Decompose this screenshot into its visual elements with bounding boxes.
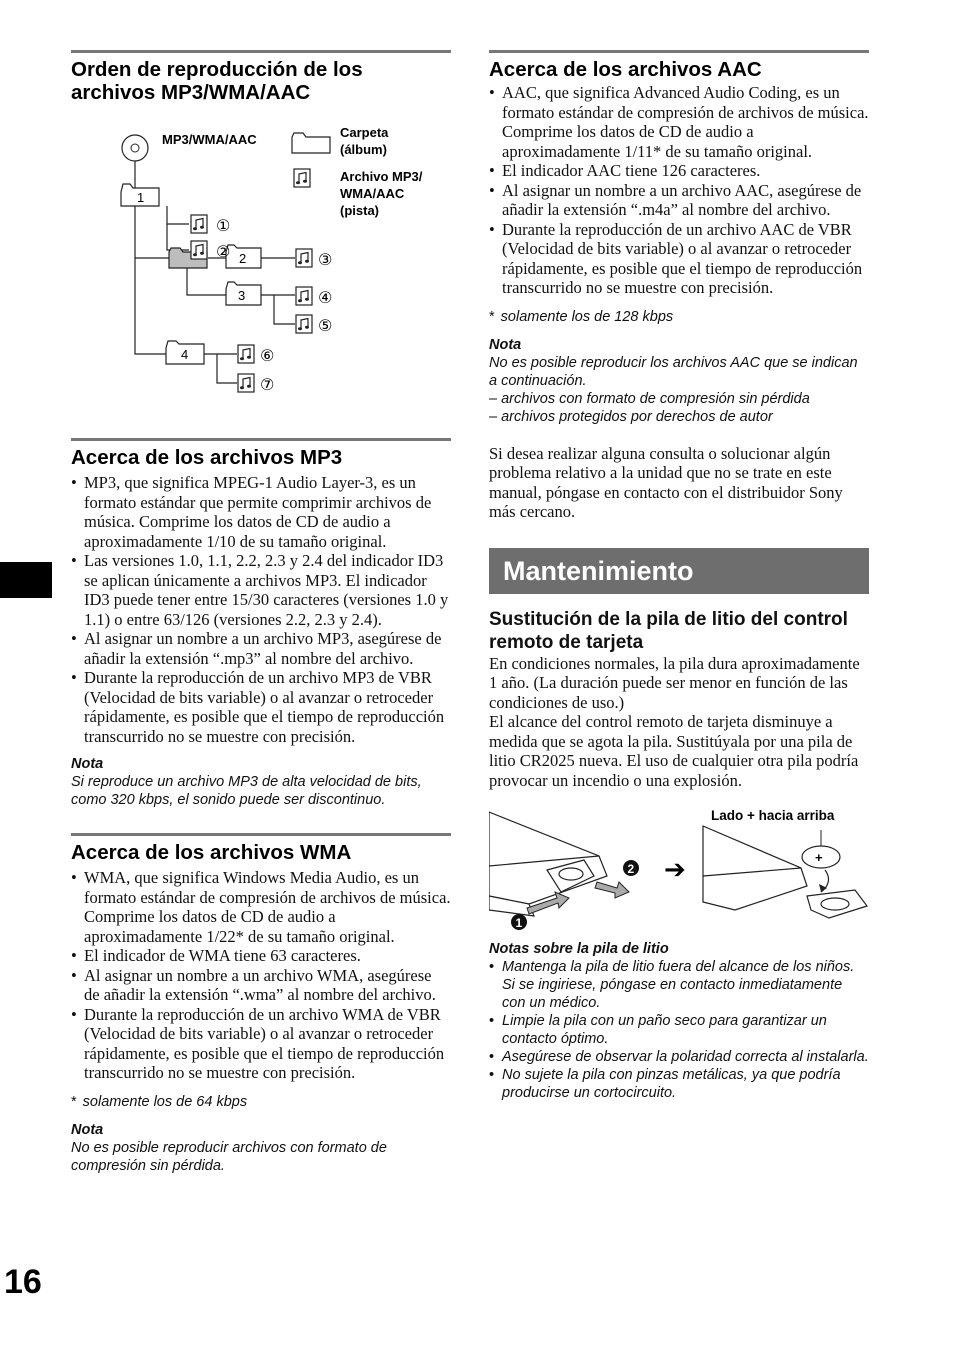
track-icon-4 [296, 287, 312, 305]
battery-tray-icon [807, 890, 867, 918]
wma-bullet: • El indicador de WMA tiene 63 caracteres. [71, 946, 451, 966]
track-icon-1 [191, 215, 207, 233]
wma-footnote-text: solamente los de 64 kbps [82, 1093, 248, 1110]
folder-3 [226, 282, 261, 305]
aac-bullet: • Durante la reproducción de un archivo AAC de VBR (Velocidad de bits variable) o al avanzar o retroceder rápidamente, es posible que el tiempo de reproducción transcurrido no se muestre con precisión. [489, 220, 869, 298]
aac-footnote-mark: * [489, 308, 495, 325]
legend-folder-label: Carpeta (álbum) [340, 125, 389, 157]
remote-left-icon [489, 812, 607, 916]
battery-note: • Mantenga la pila de litio fuera del alcance de los niños. Si se ingiriese, póngase en contacto inmediatamente con un médico. [489, 958, 869, 1012]
track-number-6: ⑥ [260, 348, 275, 365]
aac-footnote-text: solamente los de 128 kbps [500, 308, 674, 325]
aac-note-title: Nota [489, 336, 522, 353]
track-icon-5 [296, 315, 312, 333]
wma-note-text: No es posible reproducir archivos con formato de compresión sin pérdida. [71, 1139, 387, 1174]
aac-bullet: • Al asignar un nombre a un archivo AAC, asegúrese de añadir la extensión “.m4a” al nombre del archivo. [489, 181, 869, 220]
aac-bullet: • El indicador AAC tiene 126 caracteres. [489, 161, 869, 181]
mp3-note-text: Si reproduce un archivo MP3 de alta velocidad de bits, como 320 kbps, el sonido puede ser discontinuo. [71, 774, 422, 808]
battery-notes-title: Notas sobre la pila de litio [489, 941, 669, 957]
wma-bullets [71, 868, 451, 1083]
left-column [71, 50, 451, 1175]
folder-1 [121, 184, 159, 206]
mp3-bullet: • Durante la reproducción de un archivo MP3 de VBR (Velocidad de bits variable) o al avanzar o retroceder rápidamente, es posible que el tiempo de reproducción transcurrido no se muestre con precisión. [71, 668, 451, 746]
wma-note-title: Nota [71, 1121, 104, 1138]
aac-note-line: – archivos protegidos por derechos de autor [489, 408, 773, 425]
battery-note: • Limpie la pila con un paño seco para garantizar un contacto óptimo. [489, 1012, 869, 1048]
step-1-badge [511, 914, 527, 930]
battery-note: • No sujete la pila con pinzas metálicas, ya que podría producirse un cortocircuito. [489, 1066, 869, 1102]
battery-paragraph-1: En condiciones normales, la pila dura aproximadamente 1 año. (La duración puede ser menor en función de las condiciones de uso.) [489, 653, 860, 712]
aac-note-line: – archivos con formato de compresión sin pérdida [489, 390, 810, 407]
order-heading: Orden de reproducción de los archivos MP3/WMA/AAC [71, 50, 451, 104]
playback-order-diagram [71, 112, 451, 402]
track-icon-2 [191, 241, 207, 259]
wma-bullet: • Al asignar un nombre a un archivo WMA, asegúrese de añadir la extensión “.wma” al nombre del archivo. [71, 966, 451, 1005]
mp3-bullet: • MP3, que significa MPEG-1 Audio Layer-3, es un formato estándar que permite comprimir archivos de música. Comprime los datos de CD de audio a aproximadamente 1/10 de su tamaño original. [71, 473, 451, 551]
folder-4-label: 4 [181, 347, 189, 362]
folder-3-label: 3 [238, 288, 246, 303]
battery-note: • Asegúrese de observar la polaridad correcta al instalarla. [489, 1048, 869, 1066]
step-1-number: 1 [515, 916, 523, 930]
side-tab-marker [0, 562, 52, 598]
wma-bullet: • WMA, que significa Windows Media Audio, es un formato estándar de compresión de archivos de música. Comprime los datos de CD de audio a aproximadamente 1/22* de su tamaño original. [71, 868, 451, 946]
disc-icon [122, 135, 148, 161]
mp3-note-title: Nota [71, 756, 104, 772]
aac-bullet: • AAC, que significa Advanced Audio Coding, es un formato estándar de compresión de archivos de música. Comprime los datos de CD de audio a aproximadamente 1/11* de su tamaño original. [489, 83, 869, 161]
wma-heading: Acerca de los archivos WMA [71, 833, 451, 864]
mp3-bullet: • Al asignar un nombre a un archivo MP3, asegúrese de añadir la extensión “.mp3” al nombre del archivo. [71, 629, 451, 668]
track-icon-7 [238, 374, 254, 392]
battery-plus-sign: + [815, 850, 823, 865]
aac-footnote [489, 308, 869, 326]
remote-right-icon [703, 826, 807, 910]
folder-2 [226, 245, 261, 268]
folder-1-label: 1 [137, 190, 145, 205]
step-2-number: 2 [627, 862, 635, 876]
wma-bullet: • Durante la reproducción de un archivo WMA de VBR (Velocidad de bits variable) o al avanzar o retroceder rápidamente, es posible que el tiempo de reproducción transcurrido no se muestre con precisión. [71, 1005, 451, 1083]
battery-side-label: Lado + hacia arriba [711, 808, 835, 823]
track-number-3: ③ [318, 252, 333, 269]
aac-note-line: No es posible reproducir los archivos AAC que se indican a continuación. [489, 354, 858, 389]
folder-2-label: 2 [239, 251, 247, 266]
mp3-heading: Acerca de los archivos MP3 [71, 438, 451, 469]
track-number-2: ② [216, 244, 231, 261]
wma-footnote-mark: * [71, 1093, 77, 1110]
track-number-7: ⑦ [260, 377, 275, 394]
maintenance-banner: Mantenimiento [489, 548, 869, 594]
track-icon-6 [238, 345, 254, 363]
mp3-bullets [71, 473, 451, 746]
disc-label: MP3/WMA/AAC [162, 132, 257, 147]
contact-paragraph: Si desea realizar alguna consulta o solucionar algún problema relativo a la unidad que no se trate en este manual, póngase en contacto con el distribuidor Sony más cercano. [489, 443, 843, 521]
battery-subheading: Sustitución de la pila de litio del control remoto de tarjeta [489, 608, 848, 653]
legend-track-label: Archivo MP3/ WMA/AAC (pista) [340, 169, 423, 218]
battery-coin-icon [802, 830, 840, 892]
track-number-1: ① [216, 218, 231, 235]
legend-folder-icon [292, 133, 330, 153]
right-column [489, 50, 869, 1102]
aac-heading: Acerca de los archivos AAC [489, 50, 869, 81]
battery-replacement-illustration [489, 806, 869, 936]
track-icon-3 [296, 249, 312, 267]
mp3-bullet: • Las versiones 1.0, 1.1, 2.2, 2.3 y 2.4 del indicador ID3 se aplican únicamente a archivos MP3. El indicador ID3 puede tener entre 15/30 caracteres (versiones 1.0 y 1.1) o entre 63/126 (versiones 2.2, 2.3 y 2.4). [71, 551, 451, 629]
step-2-badge [623, 860, 639, 876]
page-number: 16 [4, 1263, 42, 1301]
track-number-5: ⑤ [318, 318, 333, 335]
legend-track-icon [294, 169, 310, 187]
wma-footnote [71, 1093, 451, 1111]
track-number-4: ④ [318, 290, 333, 307]
aac-bullets [489, 83, 869, 298]
folder-4 [166, 341, 204, 364]
right-arrow-icon: ➔ [664, 854, 686, 884]
battery-paragraph-2: El alcance del control remoto de tarjeta disminuye a medida que se agota la pila. Sustitúyala por una pila de litio CR2025 nueva. El uso de cualquier otra pila podría provocar un incendio o una explosión. [489, 712, 859, 790]
battery-notes [489, 958, 869, 1102]
